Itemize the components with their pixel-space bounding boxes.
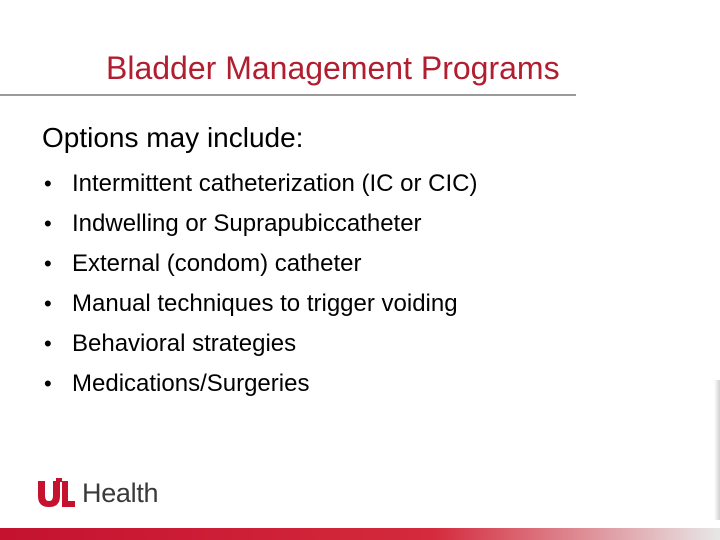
list-item-text: Indwelling or Suprapubiccatheter	[72, 210, 422, 237]
bullet-icon: •	[44, 251, 52, 276]
slide-subtitle: Options may include:	[42, 122, 304, 153]
bullet-icon: •	[44, 291, 52, 316]
ul-health-logo	[36, 475, 158, 511]
list-item-text: Intermittent catheterization (IC or CIC)	[72, 170, 478, 197]
slide-title: Bladder Management Programs	[106, 50, 560, 86]
list-item-text: External (condom) catheter	[72, 250, 362, 277]
ul-logo-icon	[36, 478, 76, 508]
bullet-icon: •	[44, 171, 52, 196]
list-item-text: Medications/Surgeries	[72, 370, 310, 397]
title-divider	[0, 94, 576, 96]
list-item-text: Behavioral strategies	[72, 330, 297, 357]
bullet-icon: •	[44, 371, 52, 396]
list-item	[44, 284, 477, 324]
bullet-list	[44, 164, 477, 404]
list-item	[44, 204, 477, 244]
list-item	[44, 324, 477, 364]
bullet-icon: •	[44, 331, 52, 356]
bullet-icon: •	[44, 211, 52, 236]
brand-footer-bar	[0, 528, 720, 540]
list-item	[44, 364, 477, 404]
list-item	[44, 244, 477, 284]
logo-text: Health	[82, 478, 159, 508]
edge-shadow	[714, 380, 720, 520]
list-item	[44, 164, 477, 204]
list-item-text: Manual techniques to trigger voiding	[72, 290, 458, 317]
